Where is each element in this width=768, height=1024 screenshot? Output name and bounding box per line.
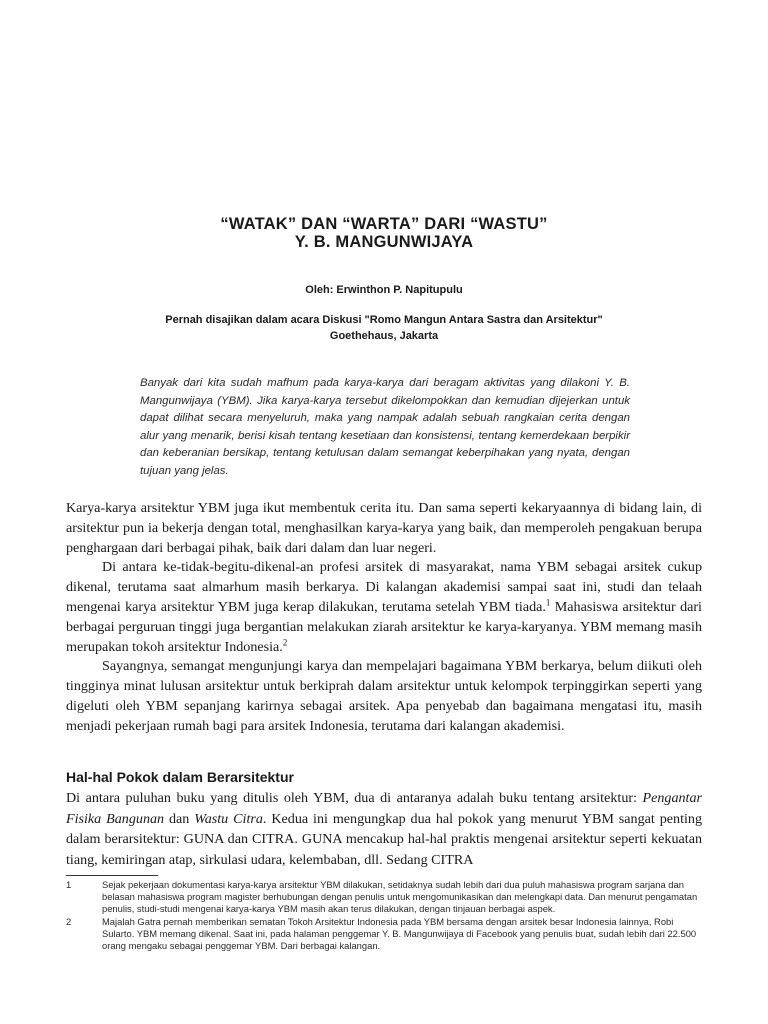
section-paragraph-part-1: Di antara puluhan buku yang ditulis oleh YBM, dua di antaranya adalah buku tentang arsitektur: [66,790,643,806]
paragraph-1: Karya-karya arsitektur YBM juga ikut membentuk cerita itu. Dan sama seperti kekaryaannya di bidang lain, di arsitektur pun ia bekerja dengan total, menghasilkan karya-karya yang baik, dan memperoleh pengakuan berupa penghargaan dari berbagai pihak, baik dari dalam dan luar negeri. [66,500,702,556]
presentation-note [120,312,648,344]
section-paragraph-part-2: dan [164,810,195,827]
section-heading: Hal-hal Pokok dalam Berarsitektur [66,769,294,785]
body-text [66,499,702,737]
section-paragraph-part-3: . Kedua ini mengungkap dua hal pokok yang menurut YBM sangat penting dalam berarsitektur: GUNA dan CITRA. GUNA mencakup hal-hal praktis mengenai arsitektur seperti kekuatan tiang, kemiringan atap, sirkulasi udara, kelembaban, dll. Sedang CITRA [66,810,702,868]
paragraph-2-part-1: Di antara ke-tidak-begitu-dikenal-an profesi arsitek di masyarakat, nama YBM sebagai arsitek cukup dikenal, terutama saat almarhum masih berkarya. Di kalangan akademisi sampai saat ini, studi dan telaah mengenai karya arsitektur YBM juga kerap dilakukan, terutama setelah YBM tiada. [66,559,702,615]
footnote-ref-2[interactable]: 2 [282,636,288,647]
presentation-note-line-1: Pernah disajikan dalam acara Diskusi "Romo Mangun Antara Sastra dan Arsitektur" [165,314,603,326]
book-title-1: Pengantar Fisika Bangunan [66,790,702,827]
title-line-1: “WATAK” DAN “WARTA” DARI “WASTU” [220,215,548,233]
paper-title [150,215,618,251]
footnote-ref-1[interactable]: 1 [545,597,551,608]
paragraph-2 [66,558,702,657]
footnote-number: 2 [66,916,72,928]
footnotes [66,879,702,954]
paragraph-2-part-2: Mahasiswa arsitektur dari berbagai perguruan tinggi juga bergantian melakukan ziarah arsitektur ke karya-karyanya. YBM memang masih merupakan tokoh arsitektur Indonesia. [66,598,702,655]
presentation-note-line-2: Goethehaus, Jakarta [329,330,439,342]
author-line: Oleh: Erwinthon P. Napitupulu [305,284,463,296]
footnote-divider [66,875,158,876]
footnote-number: 1 [66,879,72,890]
footnote-1 [66,879,702,915]
section-body [66,788,702,870]
footnote-text: Sejak pekerjaan dokumentasi karya-karya arsitektur YBM dilakukan, setidaknya sudah lebih dari dua puluh mahasiswa program sarjana dan belasan mahasiswa program magister berhubungan dengan penulis untuk mengomunikasikan dan melengkapi data. Dan menurut pengamatan penulis, studi-studi mengenai karya-karya YBM masih akan terus dilakukan, dengan tinjauan berbagai aspek. [102,879,698,915]
book-title-2: Wastu Citra [194,810,263,827]
paragraph-3: Sayangnya, semangat mengunjungi karya dan mempelajari bagaimana YBM berkarya, belum diikuti oleh tingginya minat lulusan arsitektur untuk berkiprah dalam arsitektur untuk kelompok terpinggirkan seperti yang digeluti oleh YBM sepanjang karirnya sebagai arsitek. Apa penyebab dan bagaimana mengatasi itu, masih menjadi pekerjaan rumah bagi para arsitek Indonesia, terutama dari kalangan akademisi. [66,658,702,734]
footnote-text: Majalah Gatra pernah memberikan sematan Tokoh Arsitektur Indonesia pada YBM bersama dengan arsitek besar Indonesia lainnya, Robi Sularto. YBM memang dikenal. Saat ini, pada halaman penggemar Y. B. Mangunwijaya di Facebook yang penulis buat, sudah lebih dari 22.500 orang mengaku sebagai penggemar YBM. Dari berbagai kalangan. [102,916,697,952]
title-line-2: Y. B. MANGUNWIJAYA [294,233,474,251]
abstract: Banyak dari kita sudah mafhum pada karya-karya dari beragam aktivitas yang dilakoni Y. B. Mangunwijaya (YBM). Jika karya-karya tersebut dikelompokkan dan kemudian dijejerkan untuk dapat dilihat secara menyeluruh, maka yang nampak adalah sebuah rangkaian cerita dengan alur yang menarik, berisi kisah tentang kesetiaan dan konsistensi, tentang kemerdekaan berpikir dan keberanian bersikap, tentang ketulusan dalam semangat keberpihakan yang nyata, dengan tujuan yang jelas. [140,377,630,477]
footnote-2 [66,916,702,952]
section-paragraph [66,788,702,870]
